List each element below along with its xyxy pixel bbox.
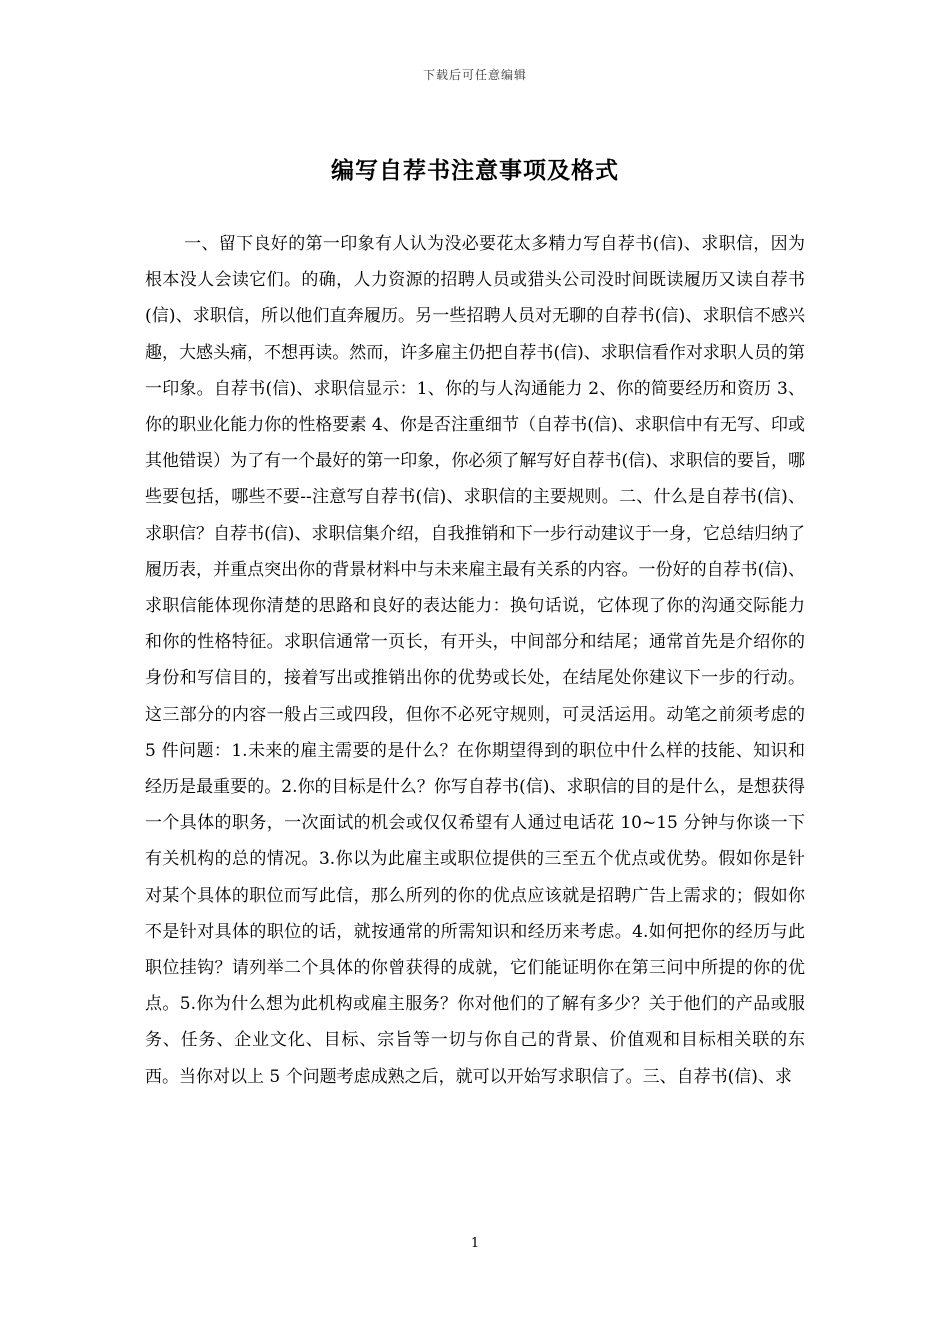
document-body-paragraph: 一、留下良好的第一印象有人认为没必要花太多精力写自荐书(信)、求职信，因为根本没人会读它们。的确，人力资源的招聘人员或猎头公司没时间既读履历又读自荐书(信)、求职信，所以他们直奔履历。另一些招聘人员对无聊的自荐书(信)、求职信不感兴趣，大感头痛，不想再读。然而，许多雇主仍把自荐书(信)、求职信看作对求职人员的第一印象。自荐书(信)、求职信显示：1、你的与人沟通能力 2、你的简要经历和资历 3、你的职业化能力你的性格要素 4、你是否注重细节（自荐书(信)、求职信中有无写、印或其他错误）为了有一个最好的第一印象，你必须了解写好自荐书(信)、求职信的要旨，哪些要包括，哪些不要--注意写自荐书(信)、求职信的主要规则。二、什么是自荐书(信)、求职信？自荐书(信)、求职信集介绍，自我推销和下一步行动建议于一身，它总结归纳了履历表，并重点突出你的背景材料中与未来雇主最有关系的内容。一份好的自荐书(信)、求职信能体现你清楚的思路和良好的表达能力：换句话说，它体现了你的沟通交际能力和你的性格特征。求职信通常一页长，有开头，中间部分和结尾；通常首先是介绍你的身份和写信目的，接着写出或推销出你的优势或长处，在结尾处你建议下一步的行动。这三部分的内容一般占三或四段，但你不必死守规则，可灵活运用。动笔之前须考虑的 5 件问题：1.未来的雇主需要的是什么？在你期望得到的职位中什么样的技能、知识和经历是最重要的。2.你的目标是什么？你写自荐书(信)、求职信的目的是什么，是想获得一个具体的职务，一次面试的机会或仅仅希望有人通过电话花 10~15 分钟与你谈一下有关机构的总的情况。3.你以为此雇主或职位提供的三至五个优点或优势。假如你是针对某个具体的职位而写此信，那么所列的你的优点应该就是招聘广告上需求的；假如你不是针对具体的职位的话，就按通常的所需知识和经历来考虑。4.如何把你的经历与此职位挂钩？请列举二个具体的你曾获得的成就，它们能证明你在第三问中所提的你的优点。5.你为什么想为此机构或雇主服务？你对他们的了解有多少？关于他们的产品或服务、任务、企业文化、目标、宗旨等一切与你自己的背景、价值观和目标相关联的东西。当你对以上 5 个问题考虑成熟之后，就可以开始写求职信了。三、自荐书(信)、求 bbox=[145, 234, 805, 1087]
page-header-note: 下载后可任意编辑 bbox=[422, 68, 527, 82]
page-number: 1 bbox=[470, 1236, 480, 1251]
document-title: 编写自荐书注意事项及格式 bbox=[331, 157, 619, 184]
